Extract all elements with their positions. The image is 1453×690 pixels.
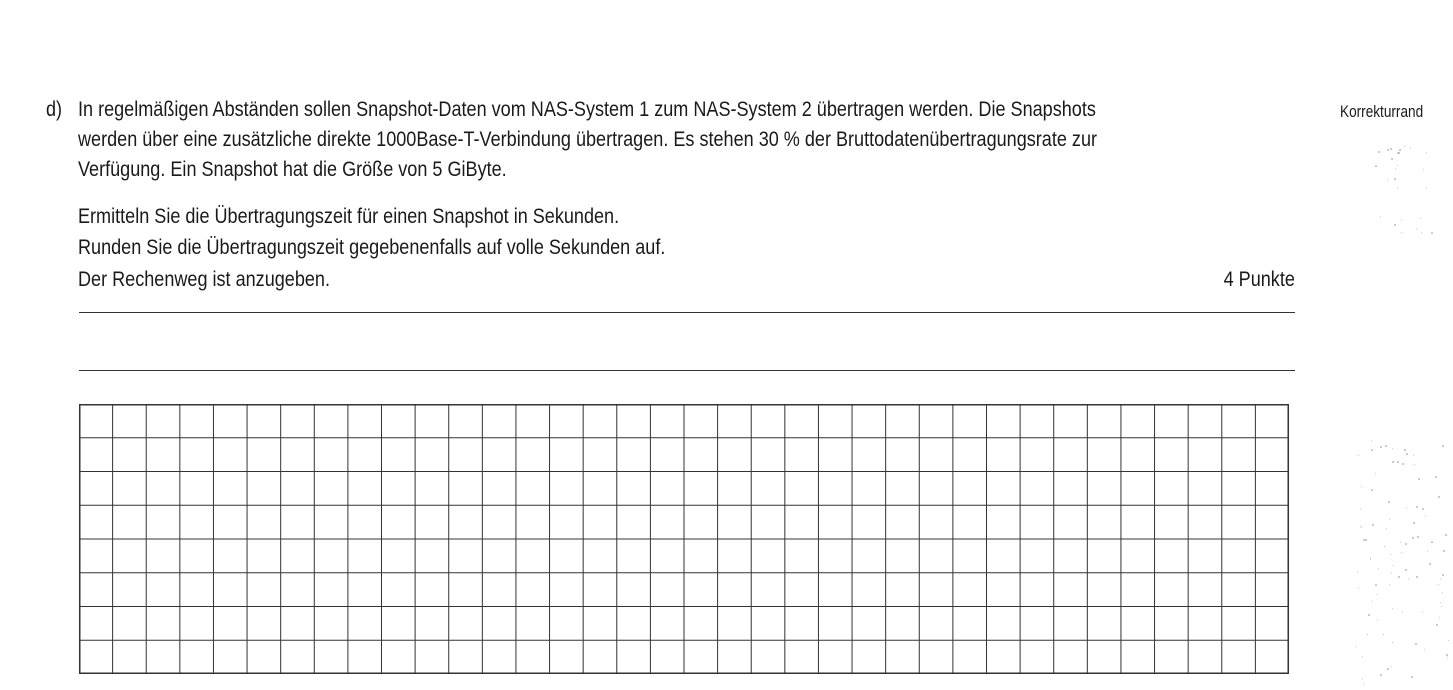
answer-line-2[interactable] [79, 370, 1295, 371]
speckle-dot [1406, 508, 1407, 509]
speckle-dot [1410, 148, 1411, 149]
speckle-dot [1442, 574, 1444, 576]
speckle-dot [1405, 543, 1407, 545]
speckle-dot [1416, 506, 1418, 508]
speckle-dot [1392, 642, 1393, 643]
speckle-dot [1400, 542, 1401, 543]
speckle-dot [1394, 224, 1396, 226]
speckle-dot [1362, 678, 1363, 679]
speckle-dot [1388, 501, 1390, 503]
answer-line-1[interactable] [79, 312, 1295, 313]
points-label: 4 Punkte [1223, 268, 1295, 291]
speckle-dot [1383, 634, 1384, 635]
speckle-dot [1372, 524, 1374, 526]
speckle-dot [1431, 541, 1433, 543]
speckle-dot [1416, 576, 1418, 578]
speckle-dot [1363, 683, 1364, 684]
speckle-dot [1426, 188, 1427, 189]
speckle-dot [1424, 649, 1425, 650]
speckle-dot [1380, 674, 1382, 676]
speckle-dot [1368, 614, 1370, 616]
speckle-dot [1367, 634, 1368, 635]
speckle-dot [1398, 576, 1400, 578]
speckle-dot [1397, 461, 1399, 463]
speckle-dot [1362, 656, 1363, 657]
speckle-dot [1358, 455, 1359, 456]
speckle-dot [1446, 654, 1448, 656]
speckle-dot [1393, 565, 1394, 566]
speckle-dot [1375, 165, 1377, 167]
task-description-line-2: werden über eine zusätzliche direkte 1000Base-T-Verbindung übertragen. Es stehen 30 % der Bruttodatenübertragungsrate zur [78, 128, 1098, 151]
speckle-dot [1420, 218, 1421, 219]
speckle-dot [1377, 619, 1378, 620]
speckle-dot [1371, 440, 1372, 441]
speckle-dot [1389, 519, 1390, 520]
speckle-dot [1443, 550, 1445, 552]
speckle-dot [1408, 579, 1409, 580]
speckle-dot [1377, 594, 1378, 595]
speckle-dot [1447, 657, 1448, 658]
speckle-dot [1422, 508, 1424, 510]
speckle-dot [1360, 508, 1361, 509]
speckle-dot [1357, 572, 1358, 573]
speckle-dot [1378, 568, 1379, 569]
speckle-dot [1375, 473, 1376, 474]
speckle-dot [1392, 448, 1393, 449]
speckle-dot [1431, 232, 1433, 234]
speckle-dot [1413, 455, 1414, 456]
instruction-line-3: Der Rechenweg ist anzugeben. [78, 268, 330, 291]
speckle-dot [1380, 216, 1381, 217]
instruction-line-1: Ermitteln Sie die Übertragungszeit für einen Snapshot in Sekunden. [78, 205, 620, 228]
speckle-dot [1401, 220, 1402, 221]
speckle-dot [1395, 168, 1396, 169]
speckle-dot [1387, 668, 1389, 670]
speckle-dot [1416, 228, 1417, 229]
speckle-dot [1436, 624, 1438, 626]
task-letter: d) [46, 98, 63, 121]
speckle-dot [1441, 606, 1442, 607]
speckle-dot [1361, 527, 1362, 528]
speckle-dot [1378, 151, 1380, 153]
speckle-dot [1402, 463, 1404, 465]
speckle-dot [1398, 152, 1400, 154]
correction-margin-label: Korrekturrand [1340, 102, 1424, 121]
speckle-dot [1413, 522, 1415, 524]
answer-grid-lines [79, 404, 1289, 674]
speckle-dot [1387, 179, 1388, 180]
speckle-dot [1355, 646, 1356, 647]
speckle-dot [1361, 486, 1362, 487]
speckle-dot [1445, 534, 1447, 536]
speckle-dot [1390, 554, 1391, 555]
speckle-dot [1412, 537, 1414, 539]
speckle-dot [1415, 643, 1417, 645]
speckle-dot [1429, 563, 1431, 565]
speckle-dot [1442, 445, 1444, 447]
speckle-dot [1384, 546, 1385, 547]
speckle-dot [1421, 232, 1422, 233]
speckle-dot [1391, 666, 1392, 667]
task-description-line-3: Verfügung. Ein Snapshot hat die Größe von 5 GiByte. [78, 158, 507, 181]
speckle-dot [1372, 601, 1373, 602]
speckle-dot [1397, 165, 1398, 166]
speckle-dot [1371, 449, 1373, 451]
speckle-dot [1375, 584, 1377, 586]
speckle-dot [1365, 539, 1367, 541]
speckle-dot [1438, 584, 1439, 585]
speckle-dot [1422, 611, 1423, 612]
speckle-dot [1402, 612, 1403, 613]
speckle-dot [1418, 478, 1420, 480]
task-description-line-1: In regelmäßigen Abständen sollen Snapshot-Daten vom NAS-System 1 zum NAS-System 2 übertragen werden. Die Snapshots [78, 98, 1096, 121]
speckle-dot [1448, 640, 1449, 641]
speckle-dot [1426, 152, 1427, 153]
speckle-dot [1411, 676, 1413, 678]
speckle-dot [1358, 587, 1359, 588]
instruction-line-2: Runden Sie die Übertragungszeit gegebenenfalls auf volle Sekunden auf. [78, 236, 666, 259]
speckle-dot [1440, 579, 1441, 580]
speckle-dot [1427, 551, 1428, 552]
speckle-dot [1401, 552, 1402, 553]
answer-grid[interactable] [79, 404, 1289, 674]
speckle-dot [1397, 188, 1398, 189]
speckle-dot [1390, 148, 1392, 150]
speckle-dot [1417, 536, 1419, 538]
speckle-dot [1392, 608, 1393, 609]
speckle-dot [1435, 476, 1437, 478]
speckle-dot [1401, 232, 1402, 233]
speckle-dot [1391, 158, 1393, 160]
speckle-dot [1386, 528, 1387, 529]
speckle-dot [1414, 464, 1415, 465]
speckle-dot [1385, 445, 1387, 447]
speckle-dot [1406, 453, 1408, 455]
speckle-dot [1423, 169, 1424, 170]
speckle-dot [1438, 496, 1440, 498]
speckle-dot [1404, 449, 1406, 451]
speckle-dot [1399, 149, 1401, 151]
speckle-dot [1389, 584, 1390, 585]
speckle-dot [1380, 446, 1382, 448]
speckle-dot [1442, 592, 1443, 593]
speckle-dot [1404, 146, 1405, 147]
speckle-dot [1439, 617, 1440, 618]
speckle-dot [1371, 489, 1373, 491]
speckle-dot [1425, 515, 1426, 516]
speckle-dot [1391, 572, 1392, 573]
speckle-dot [1440, 602, 1441, 603]
speckle-dot [1405, 569, 1407, 571]
speckle-dot [1394, 178, 1396, 180]
speckle-dot [1392, 461, 1394, 463]
speckle-dot [1387, 149, 1389, 151]
